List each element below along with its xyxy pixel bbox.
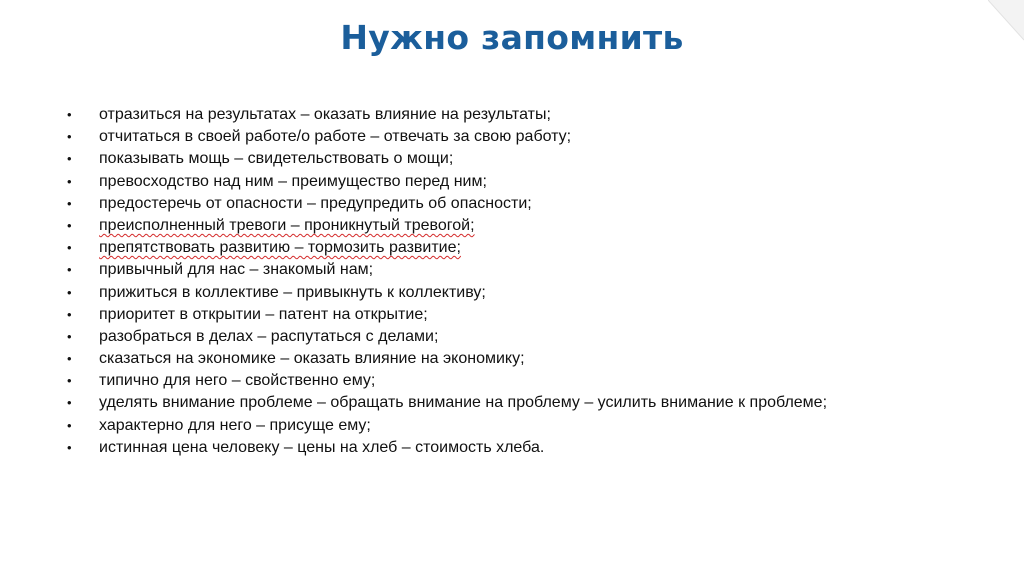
bullet-icon: • (67, 173, 72, 189)
bullet-icon: • (67, 195, 72, 211)
bullet-icon: • (67, 217, 72, 233)
list-item-text: характерно для него – присуще ему; (99, 416, 371, 434)
list-item-text: предостеречь от опасности – предупредить об опасности; (99, 194, 532, 212)
list-item-text: отразиться на результатах – оказать влияние на результаты; (99, 106, 551, 123)
list-item-text: сказаться на экономике – оказать влияние на экономику; (99, 350, 525, 368)
list-item-text: показывать мощь – свидетельствовать о мощи; (99, 150, 454, 168)
list-item-text: приоритет в открытии – патент на открытие; (99, 305, 428, 323)
list-item-text: истинная цена человеку – цены на хлеб – стоимость хлеба. (99, 438, 545, 456)
bullet-icon: • (67, 417, 72, 433)
bullet-icon: • (67, 306, 72, 322)
bullet-icon: • (67, 373, 72, 389)
list-item-text: типично для него – свойственно ему; (99, 372, 376, 390)
list-item-text: препятствовать развитию – тормозить развитие; (99, 239, 461, 257)
list-item-text: прижиться в коллективе – привыкнуть к коллективу; (99, 283, 486, 301)
bullet-icon: • (67, 328, 72, 344)
list-item-text: разобраться в делах – распутаться с делами; (99, 327, 439, 345)
bullet-icon: • (67, 351, 72, 367)
list-item-text: привычный для нас – знакомый нам; (99, 261, 374, 279)
bullet-icon: • (67, 439, 72, 455)
list-item-text: отчитаться в своей работе/о работе – отвечать за свою работу; (99, 128, 572, 146)
bullet-icon: • (67, 262, 72, 278)
bullet-icon: • (67, 107, 72, 122)
bullet-icon: • (67, 129, 72, 145)
bullet-icon: • (67, 151, 72, 167)
bullet-icon: • (67, 240, 72, 256)
list-item-text: преисполненный тревоги – проникнутый тревогой; (99, 216, 475, 234)
list-item-text: превосходство над ним – преимущество перед ним; (99, 172, 487, 190)
page-curl-decoration (988, 0, 1024, 574)
slide-title: Нужно запомнить (340, 18, 684, 57)
bullet-icon: • (67, 284, 72, 300)
bullet-icon: • (67, 395, 72, 411)
list-item-text: уделять внимание проблеме – обращать внимание на проблему – усилить внимание к проблеме; (99, 394, 828, 412)
